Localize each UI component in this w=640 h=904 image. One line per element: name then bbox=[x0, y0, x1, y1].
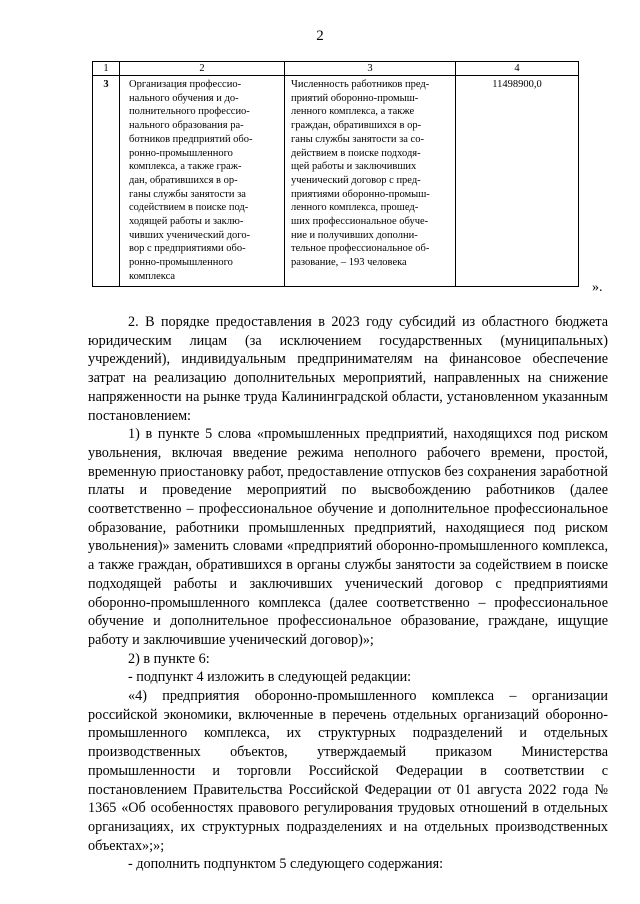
cell-line: приятий оборонно-промыш- bbox=[291, 92, 419, 104]
activity-name-cell bbox=[120, 76, 285, 287]
cell-line: ходящей работы и заклю- bbox=[129, 216, 244, 228]
cell-line: ученический договор с пред- bbox=[291, 174, 421, 186]
cell-line: комплекса bbox=[129, 270, 176, 282]
cell-line: содействием в поиске под- bbox=[129, 202, 249, 214]
cell-line: чивших ученический дого- bbox=[129, 229, 251, 241]
cell-line: дан, обратившихся в ор- bbox=[129, 174, 238, 186]
cell-line: ленного комплекса, а также bbox=[291, 106, 415, 118]
paragraph-subitem-2: 2) в пункте 6: bbox=[128, 650, 210, 667]
cell-line: нального обучения и до- bbox=[129, 92, 239, 104]
paragraph-dash-1: - подпункт 4 изложить в следующей редакции: bbox=[128, 669, 412, 686]
cell-line: ронно-промышленного bbox=[129, 147, 233, 159]
table-row bbox=[93, 76, 579, 287]
amount-cell: 11498900,0 bbox=[456, 76, 579, 287]
cell-line: ганы службы занятости за со- bbox=[291, 133, 424, 145]
page-number: 2 bbox=[316, 28, 324, 44]
cell-line: разование, – 193 человека bbox=[291, 257, 407, 269]
cell-line: щей работы и заключивших bbox=[291, 161, 417, 173]
cell-line: вор с предприятиями обо- bbox=[129, 243, 246, 255]
cell-line: ганы службы занятости за bbox=[129, 188, 246, 200]
cell-line: приятиями оборонно-промыш- bbox=[291, 188, 430, 200]
cell-line: граждан, обратившихся в ор- bbox=[291, 120, 422, 132]
paragraph-item-2: 2. В порядке предоставления в 2023 году субсидий из областного бюджета юридическим лицам (за исключением государственных (муниципальных) учреждений), индивидуальным предпринимателям на финансовое обеспечение затрат на реализацию дополнительных мероприятий, направленных на снижение напряженности на рынке труда Калининградской области, установленном указанным постановлением: bbox=[88, 314, 608, 424]
table-header-row bbox=[93, 62, 579, 76]
cell-line: полнительного профессио- bbox=[129, 106, 250, 118]
table-header-cell: 3 bbox=[285, 62, 456, 76]
cell-line: ботников предприятий обо- bbox=[129, 133, 253, 145]
table-header-cell: 1 bbox=[93, 62, 120, 76]
table-header-cell: 4 bbox=[456, 62, 579, 76]
paragraph-subitem-1: 1) в пункте 5 слова «промышленных предприятий, находящихся под риском увольнения, включая введение режима неполного рабочего времени, простой, временную приостановку работ, предоставление отпусков без сохранения заработной платы и проведение мероприятий по высвобождению работников (далее соответственно – профессиональное обучение и дополнительное профессиональное образование, работники промышленных предприятий, находящиеся под риском увольнения)» заменить словами «предприятий оборонно-промышленного комплекса, а также граждан, обратившихся в органы службы занятости за содействием в поиске подходящей работы и заключивших ученический договор с предприятиями оборонно-промышленного комплекса (далее соответственно – профессиональное обучение и дополнительное профессиональное образование, граждане, ищущие работу и заключившие ученический договор)»; bbox=[88, 426, 608, 648]
paragraph-new-wording: «4) предприятия оборонно-промышленного комплекса – организации российской экономики, включенные в перечень отдельных организаций оборонно-промышленного комплекса, их структурных подразделений и отдельных производственных объектов, утверждаемый приказом Министерства промышленности и торговли Российской Федерации в соответствии с постановлением Правительства Российской Федерации от 01 августа 2022 года № 1365 «Об особенностях правового регулирования трудовых отношений в отдельных организациях, их структурных подразделениях и на отдельных производственных объектах»;»; bbox=[88, 688, 608, 854]
subsidy-table bbox=[92, 61, 579, 287]
row-number-cell: 3 bbox=[93, 76, 120, 287]
cell-line: нального образования ра- bbox=[129, 120, 244, 132]
indicator-cell bbox=[285, 76, 456, 287]
cell-line: ших профессиональное обуче- bbox=[291, 216, 429, 228]
cell-line: Численность работников пред- bbox=[291, 79, 430, 90]
cell-line: действием в поиске подходя- bbox=[291, 147, 421, 159]
cell-line: ронно-промышленного bbox=[129, 257, 233, 269]
closing-quote-mark: ». bbox=[592, 280, 603, 295]
table-header-cell: 2 bbox=[120, 62, 285, 76]
cell-line: ние и получивших дополни- bbox=[291, 229, 418, 241]
cell-line: тельное профессиональное об- bbox=[291, 243, 430, 255]
cell-line: комплекса, а также граж- bbox=[129, 161, 242, 173]
cell-line: ленного комплекса, прошед- bbox=[291, 202, 419, 214]
cell-line: Организация профессио- bbox=[129, 79, 242, 90]
document-body bbox=[88, 313, 608, 874]
paragraph-dash-2: - дополнить подпунктом 5 следующего содержания: bbox=[128, 856, 444, 873]
